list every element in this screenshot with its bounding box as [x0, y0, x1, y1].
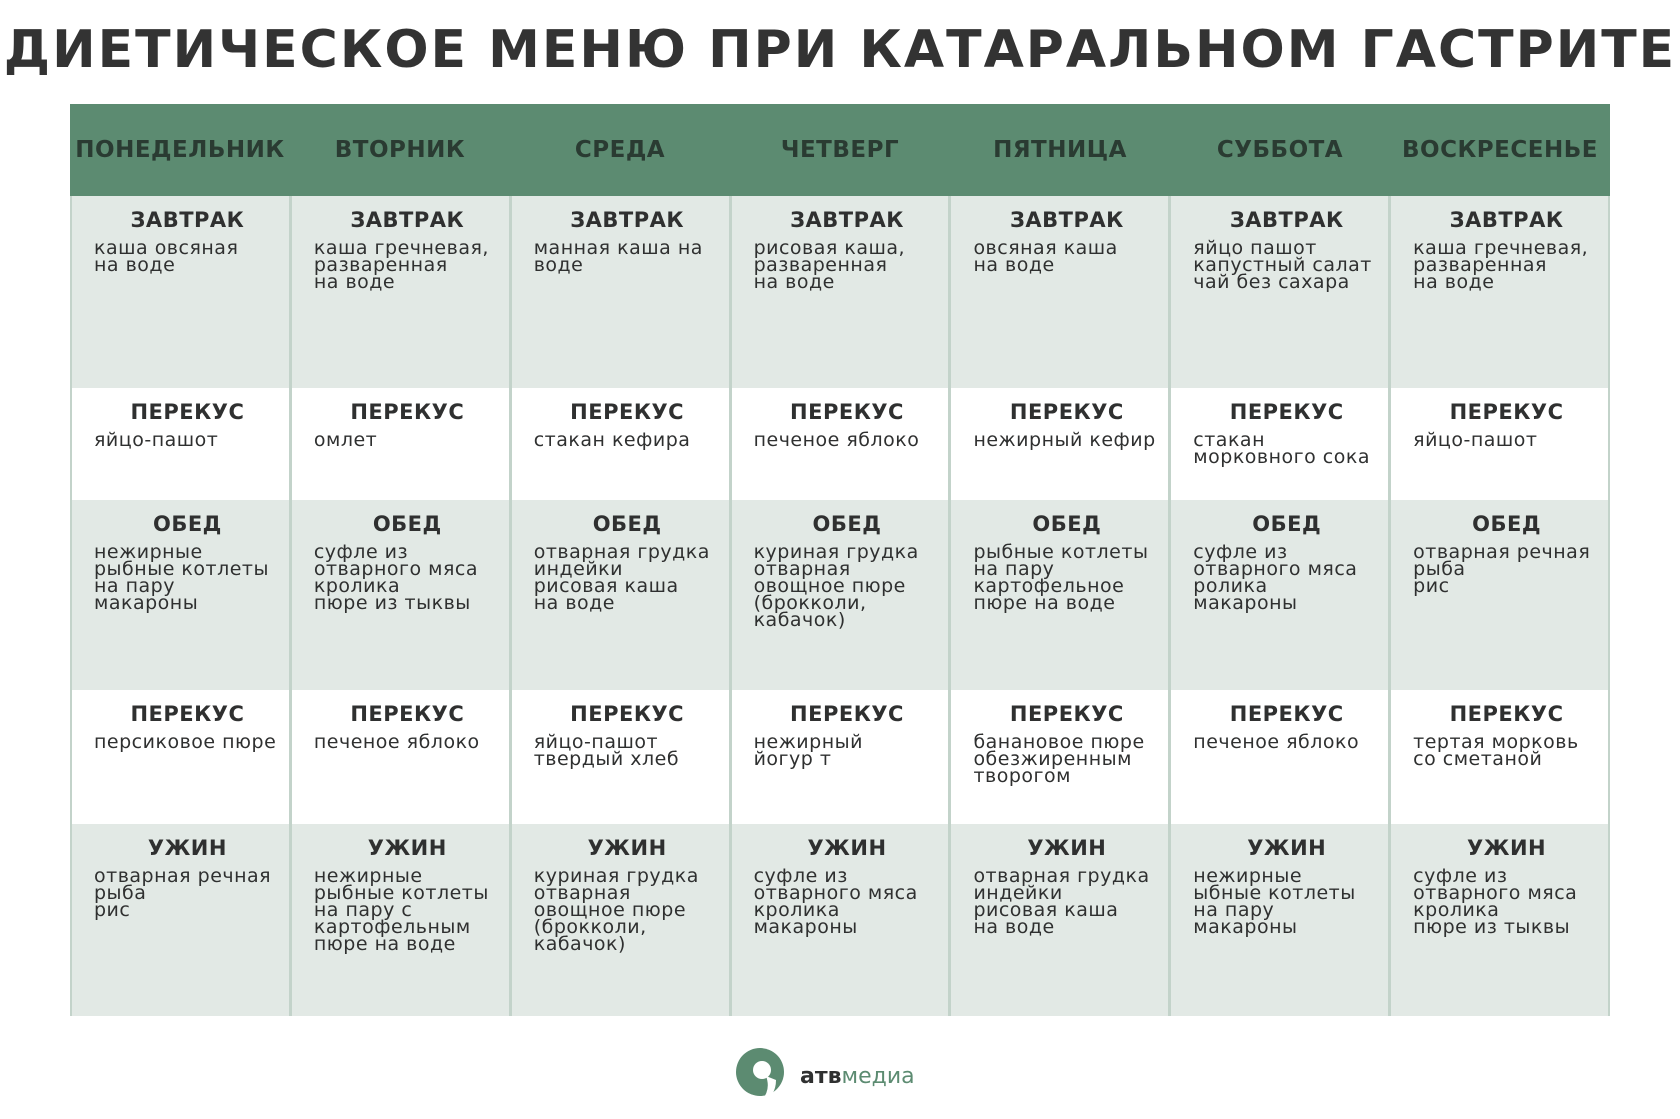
meal-label: ОБЕД	[372, 512, 442, 536]
meal-description: нежирный йогур т	[753, 731, 863, 770]
meal-label: УЖИН	[807, 836, 887, 860]
meal-label: ПЕРЕКУС	[1449, 400, 1564, 424]
meal-description: нежирные рыбные котлеты на пару макароны	[94, 541, 270, 614]
logo-text	[800, 1064, 915, 1089]
menu-cell	[729, 690, 949, 824]
meal-description: манная каша на воде	[533, 237, 703, 276]
menu-cell	[70, 388, 289, 500]
meal-description: каша гречневая, разваренная на воде	[313, 237, 489, 293]
meal-description: банановое пюре обезжиренным творогом	[973, 731, 1145, 787]
day-header: ВОСКРЕСЕНЬЕ	[1402, 137, 1598, 163]
meal-rows	[70, 196, 1610, 1016]
logo-comma-icon	[732, 1046, 788, 1106]
meal-description: куриная грудка отварная овощное пюре (брокколи, кабачок)	[533, 865, 699, 955]
meal-label: ОБЕД	[1032, 512, 1102, 536]
menu-cell	[1388, 690, 1610, 824]
menu-cell	[1168, 388, 1388, 500]
meal-label: ПЕРЕКУС	[790, 400, 904, 424]
meal-row	[70, 196, 1610, 388]
meal-row	[70, 824, 1610, 1016]
meal-description: печеное яблоко	[1193, 731, 1360, 753]
day-header: ЧЕТВЕРГ	[780, 137, 900, 163]
meal-label: ПЕРЕКУС	[1229, 400, 1344, 424]
menu-table	[70, 104, 1610, 1016]
menu-cell	[1168, 500, 1388, 690]
menu-cell	[948, 196, 1168, 388]
meal-description: суфле из отварного мяса кролика пюре из тыквы	[1413, 865, 1578, 938]
meal-description: яйцо-пашот	[94, 429, 219, 451]
menu-cell	[1388, 500, 1610, 690]
day-header: ПЯТНИЦА	[993, 137, 1127, 163]
menu-cell	[1168, 196, 1388, 388]
menu-cell	[1388, 196, 1610, 388]
menu-cell	[1168, 690, 1388, 824]
meal-label: ПЕРЕКУС	[570, 400, 685, 424]
meal-description: рисовая каша, разваренная на воде	[753, 237, 906, 293]
days-header-row	[70, 104, 1610, 196]
menu-cell	[70, 824, 289, 1016]
menu-cell	[289, 690, 509, 824]
menu-cell	[509, 196, 729, 388]
meal-label: ПЕРЕКУС	[130, 400, 245, 424]
meal-description: отварная грудка индейки рисовая каша на воде	[533, 541, 710, 614]
meal-label: ОБЕД	[1252, 512, 1322, 536]
meal-label: ПЕРЕКУС	[570, 702, 685, 726]
meal-label: ЗАВТРАК	[570, 208, 685, 232]
meal-description: каша овсяная на воде	[94, 237, 239, 276]
meal-label: ОБЕД	[592, 512, 662, 536]
meal-description: печеное яблоко	[753, 429, 920, 451]
menu-cell	[948, 388, 1168, 500]
meal-label: ЗАВТРАК	[130, 208, 245, 232]
menu-cell	[729, 196, 949, 388]
meal-label: ЗАВТРАК	[1229, 208, 1344, 232]
menu-cell	[70, 690, 289, 824]
meal-description: тертая морковь со сметаной	[1413, 731, 1579, 770]
meal-description: яйцо-пашот	[1413, 429, 1538, 451]
meal-label: ОБЕД	[812, 512, 882, 536]
menu-cell	[729, 824, 949, 1016]
day-header: ВТОРНИК	[334, 137, 466, 163]
day-header: СУББОТА	[1216, 137, 1344, 163]
day-header: ПОНЕДЕЛЬНИК	[75, 137, 285, 163]
menu-cell	[729, 388, 949, 500]
logo-text-part2: медиа	[841, 1063, 915, 1089]
logo-text-part1: атв	[800, 1063, 842, 1089]
meal-row	[70, 500, 1610, 690]
meal-description: каша гречневая, разваренная на воде	[1413, 237, 1589, 293]
menu-cell	[289, 500, 509, 690]
meal-label: ПЕРЕКУС	[350, 702, 465, 726]
atv-media-logo	[732, 1046, 915, 1106]
meal-description: рыбные котлеты на пару картофельное пюре на воде	[973, 541, 1149, 614]
menu-cell	[729, 500, 949, 690]
menu-cell	[289, 824, 509, 1016]
menu-cell	[509, 690, 729, 824]
menu-cell	[1388, 824, 1610, 1016]
meal-description: нежирные рыбные котлеты на пару с картофельным пюре на воде	[313, 865, 489, 955]
meal-description: суфле из отварного мяса кролика пюре из тыквы	[313, 541, 478, 614]
meal-row	[70, 690, 1610, 824]
menu-cell	[948, 500, 1168, 690]
meal-label: ОБЕД	[1472, 512, 1542, 536]
meal-label: ПЕРЕКУС	[130, 702, 245, 726]
menu-cell	[70, 196, 289, 388]
meal-label: УЖИН	[1027, 836, 1107, 860]
meal-description: печеное яблоко	[313, 731, 480, 753]
meal-description: отварная грудка индейки рисовая каша на воде	[973, 865, 1150, 938]
meal-description: омлет	[313, 429, 378, 451]
meal-description: овсяная каша на воде	[973, 237, 1118, 276]
meal-description: яйцо пашот капустный салат чай без сахара	[1193, 237, 1372, 293]
meal-label: ПЕРЕКУС	[1229, 702, 1344, 726]
menu-cell	[289, 388, 509, 500]
meal-label: ПЕРЕКУС	[790, 702, 904, 726]
meal-label: ЗАВТРАК	[1009, 208, 1124, 232]
menu-cell	[1388, 388, 1610, 500]
meal-description: куриная грудка отварная овощное пюре (брокколи, кабачок)	[753, 541, 919, 631]
meal-label: ОБЕД	[152, 512, 222, 536]
meal-label: ПЕРЕКУС	[1009, 702, 1124, 726]
meal-description: отварная речная рыба рис	[94, 865, 272, 921]
meal-label: ЗАВТРАК	[350, 208, 465, 232]
day-header: СРЕДА	[574, 137, 666, 163]
meal-label: УЖИН	[1467, 836, 1547, 860]
meal-label: УЖИН	[1247, 836, 1327, 860]
meal-label: УЖИН	[587, 836, 667, 860]
meal-label: УЖИН	[367, 836, 447, 860]
meal-label: ЗАВТРАК	[1449, 208, 1564, 232]
meal-label: ПЕРЕКУС	[1009, 400, 1124, 424]
meal-label: ЗАВТРАК	[790, 208, 904, 232]
meal-row	[70, 388, 1610, 500]
meal-description: нежирные ыбные котлеты на пару макароны	[1193, 865, 1356, 938]
meal-description: стакан кефира	[533, 429, 691, 451]
menu-cell	[509, 500, 729, 690]
meal-description: суфле из отварного мяса ролика макароны	[1193, 541, 1358, 614]
meal-description: персиковое пюре	[94, 731, 277, 753]
menu-cell	[509, 388, 729, 500]
meal-label: ПЕРЕКУС	[1449, 702, 1564, 726]
menu-cell	[1168, 824, 1388, 1016]
meal-description: нежирный кефир	[973, 429, 1156, 451]
menu-cell	[70, 500, 289, 690]
menu-cell	[948, 690, 1168, 824]
meal-description: стакан морковного сока	[1193, 429, 1370, 468]
menu-cell	[948, 824, 1168, 1016]
menu-cell	[509, 824, 729, 1016]
meal-description: суфле из отварного мяса кролика макароны	[753, 865, 918, 938]
meal-description: яйцо-пашот твердый хлеб	[533, 731, 680, 770]
meal-label: УЖИН	[147, 836, 227, 860]
page-title: ДИЕТИЧЕСКОЕ МЕНЮ ПРИ КАТАРАЛЬНОМ ГАСТРИТЕ	[3, 20, 1677, 80]
meal-label: ПЕРЕКУС	[350, 400, 465, 424]
menu-cell	[289, 196, 509, 388]
meal-description: отварная речная рыба рис	[1413, 541, 1591, 597]
